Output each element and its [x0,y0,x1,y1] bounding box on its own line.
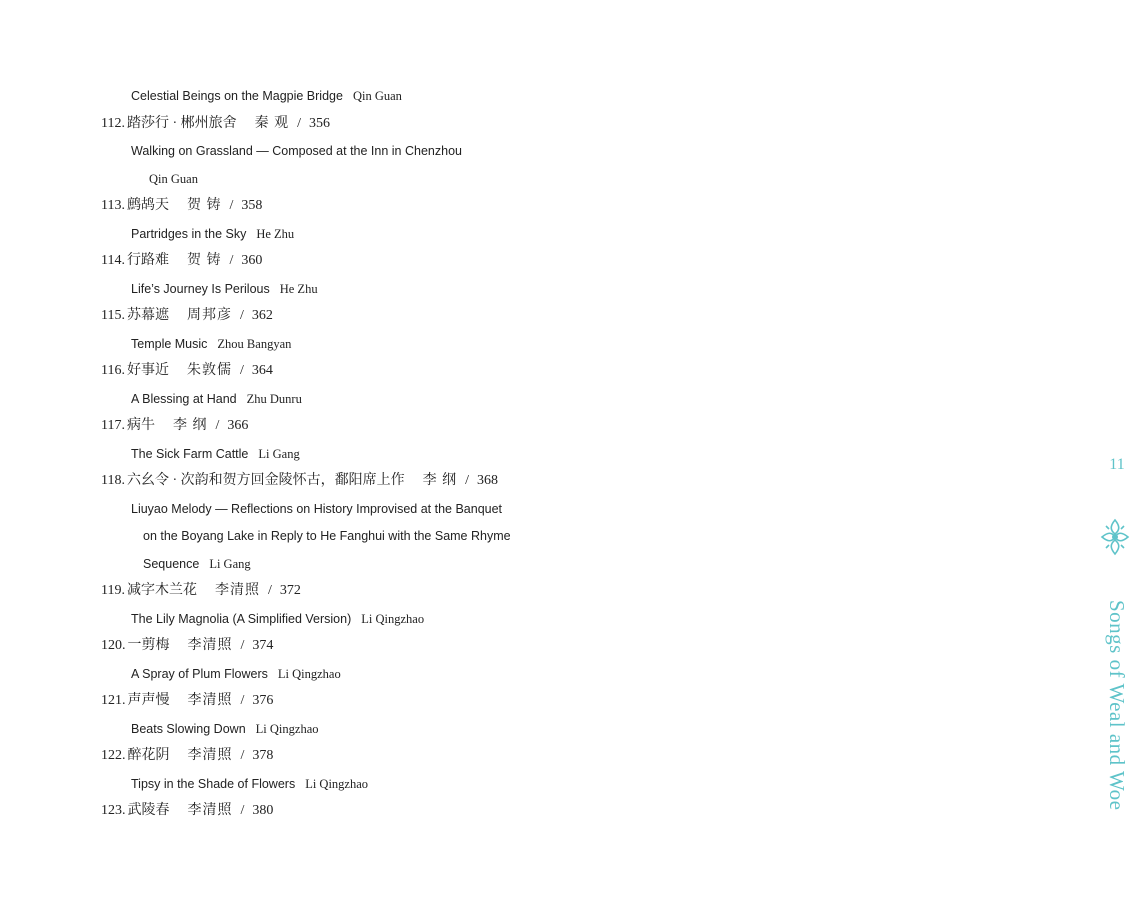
table-of-contents [0,0,540,914]
entry-title-zh: 病牛 [126,418,155,433]
entry-number: 120. [101,638,126,653]
toc-translation [131,719,319,739]
toc-translation [143,554,251,574]
page-separator: / [465,473,470,488]
entry-title-zh: 行路难 [126,253,169,268]
entry-title-zh: 一剪梅 [127,638,170,653]
entry-title-zh: 踏莎行 · 郴州旅舍 [126,115,237,131]
page-separator: / [239,363,244,378]
translation-title: Beats Slowing Down [131,721,246,736]
entry-number: 116. [101,363,125,378]
translation-title: The Sick Farm Cattle [131,446,249,461]
entry-title-zh: 减字木兰花 [126,583,197,598]
entry-author-zh: 李清照 [187,638,233,653]
entry-author-zh: 李清照 [214,583,260,598]
entry-author-zh: 秦 观 [254,115,290,131]
toc-translation [131,499,502,519]
toc-entry [101,361,273,381]
toc-translation [131,389,302,409]
translation-title: A Spray of Plum Flowers [131,666,268,681]
toc-translation [131,444,300,464]
toc-entry [101,416,248,436]
translation-author: Li Qingzhao [277,666,341,681]
translation-author: Qin Guan [149,171,198,186]
translation-author: He Zhu [279,281,318,296]
page-separator: / [240,748,245,763]
translation-title: The Lily Magnolia (A Simplified Version) [131,611,352,626]
translation-title: Tipsy in the Shade of Flowers [131,776,296,791]
entry-author-zh: 李清照 [187,748,233,763]
page-separator: / [240,693,245,708]
toc-entry [101,801,273,821]
toc-translation [131,664,341,684]
toc-translation [131,224,294,244]
toc-entry [101,636,273,656]
toc-translation [149,169,198,189]
translation-author: He Zhu [256,226,295,241]
toc-translation [143,526,511,546]
entry-author-zh: 贺 铸 [186,253,222,268]
translation-author: Li Gang [258,446,300,461]
entry-author-zh: 李 纲 [422,473,458,488]
translation-title: Celestial Beings on the Magpie Bridge [131,89,343,103]
toc-entry [101,196,262,216]
page-separator: / [267,583,272,598]
entry-title-zh: 鹧鸪天 [126,198,169,213]
entry-number: 121. [101,693,126,708]
translation-author: Li Qingzhao [361,611,425,626]
toc-translation [131,86,402,106]
toc-entry [101,114,330,134]
entry-page: 356 [309,115,331,131]
entry-number: 113. [101,198,125,213]
entry-page: 364 [251,363,273,378]
page-separator: / [239,308,244,323]
entry-author-zh: 李清照 [187,803,233,818]
translation-author: Zhou Bangyan [217,336,292,351]
toc-entry [101,306,273,326]
page-separator: / [240,803,245,818]
toc-translation [131,279,318,299]
translation-title: Life’s Journey Is Perilous [131,281,270,296]
entry-author-zh: 朱敦儒 [186,363,232,378]
translation-author: Qin Guan [352,89,402,103]
entry-page: 378 [252,748,274,763]
entry-author-zh: 李 纲 [172,418,208,433]
toc-translation [131,609,424,629]
translation-title: Temple Music [131,336,208,351]
page-separator: / [229,253,234,268]
entry-title-zh: 武陵春 [127,803,170,818]
page-separator: / [229,198,234,213]
entry-title-zh: 苏幕遮 [126,308,169,323]
translation-title: Liuyao Melody — Reflections on History Improvised at the Banquet [131,501,503,516]
entry-number: 122. [101,748,126,763]
entry-author-zh: 贺 铸 [186,198,222,213]
entry-page: 372 [279,583,301,598]
page-number: 11 [1109,456,1125,473]
translation-title: Walking on Grassland — Composed at the Inn in Chenzhou [131,144,462,158]
entry-number: 123. [101,803,126,818]
toc-entry [101,581,301,601]
translation-title: Sequence [143,556,200,571]
entry-number: 114. [101,253,125,268]
toc-translation [131,334,291,354]
page-separator: / [297,115,302,131]
entry-number: 117. [101,418,125,433]
running-head: Songs of Weal and Woe [1105,600,1129,811]
entry-number: 119. [101,583,125,598]
entry-number: 118. [101,473,125,488]
entry-page: 366 [227,418,249,433]
entry-page: 380 [252,803,274,818]
entry-page: 358 [241,198,263,213]
entry-title-zh: 好事近 [126,363,169,378]
toc-entry [101,691,273,711]
entry-number: 115. [101,308,125,323]
toc-translation [131,774,368,794]
entry-number: 112. [101,115,125,131]
toc-translation [131,141,462,161]
entry-title-zh: 声声慢 [127,693,170,708]
translation-title: A Blessing at Hand [131,391,237,406]
translation-title: Partridges in the Sky [131,226,247,241]
side-margin [542,0,1129,914]
translation-author: Li Qingzhao [305,776,369,791]
entry-title-zh: 六幺令 · 次韵和贺方回金陵怀古，鄱阳席上作 [126,473,405,488]
toc-entry [101,746,273,766]
translation-author: Zhu Dunru [246,391,302,406]
translation-author: Li Qingzhao [255,721,319,736]
toc-entry [101,471,498,491]
page-separator: / [240,638,245,653]
entry-page: 360 [241,253,263,268]
entry-author-zh: 周邦彦 [186,308,232,323]
toc-entry [101,251,262,271]
entry-page: 374 [252,638,274,653]
entry-page: 362 [251,308,273,323]
entry-author-zh: 李清照 [187,693,233,708]
entry-page: 368 [477,473,499,488]
floral-knot-icon [1100,517,1130,557]
entry-page: 376 [252,693,274,708]
page-separator: / [215,418,220,433]
entry-title-zh: 醉花阴 [127,748,170,763]
translation-title: on the Boyang Lake in Reply to He Fanghui with the Same Rhyme [143,529,511,543]
translation-author: Li Gang [209,556,251,571]
